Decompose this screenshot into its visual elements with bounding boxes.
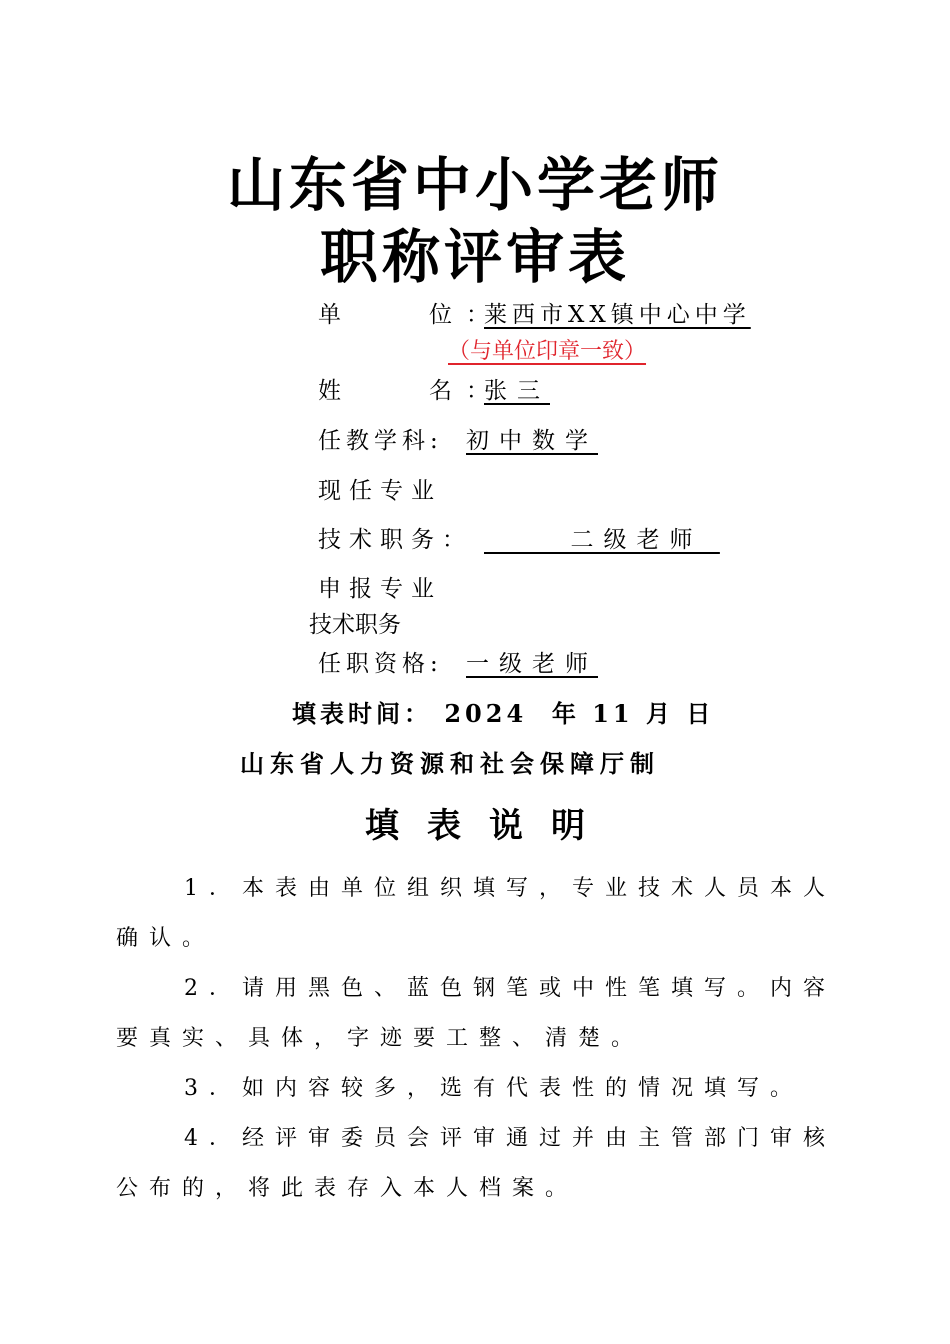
subject-value: 初中数学 <box>466 428 598 454</box>
current-title-label-1: 现任专业 <box>318 478 442 504</box>
fill-date: 填表时间： 2024 年 11 月 日 <box>292 699 715 728</box>
instruction-item-4-line-1: 4．经评审委员会评审通过并由主管部门审核 <box>184 1126 836 1151</box>
unit-note: （与单位印章一致） <box>448 339 647 364</box>
instruction-item-3: 3．如内容较多，选有代表性的情况填写。 <box>184 1076 803 1101</box>
title-line-1: 山东省中小学老师 <box>226 151 723 219</box>
instruction-item-1-line-2: 确认。 <box>116 926 216 951</box>
instruction-item-4-line-2: 公布的，将此表存入本人档案。 <box>116 1176 579 1201</box>
unit-value: 莱西市XX镇中心中学 <box>484 302 751 328</box>
instruction-item-1-line-1: 1．本表由单位组织填写，专业技术人员本人 <box>184 876 836 901</box>
issuer: 山东省人力资源和社会保障厅制 <box>240 749 660 778</box>
apply-title-label-1: 申报专业 <box>318 576 442 602</box>
name-label: 姓 名： <box>318 378 503 404</box>
instructions-heading: 填表说明 <box>365 806 613 846</box>
title-line-2: 职称评审表 <box>319 223 630 291</box>
subject-label: 任教学科: <box>318 428 443 454</box>
current-title-label-2: 技术职务： <box>318 527 473 553</box>
apply-title-label-3: 任职资格: <box>318 651 443 677</box>
current-title-value: 二级老师 <box>484 527 720 553</box>
apply-title-label-2: 技术职务 <box>309 612 401 638</box>
name-value: 张三 <box>484 378 550 404</box>
apply-title-value: 一级老师 <box>466 651 598 677</box>
unit-label: 单 位： <box>318 302 503 328</box>
instruction-item-2-line-2: 要真实、具体，字迹要工整、清楚。 <box>116 1026 645 1051</box>
instruction-item-2-line-1: 2．请用黑色、蓝色钢笔或中性笔填写。内容 <box>184 976 836 1001</box>
